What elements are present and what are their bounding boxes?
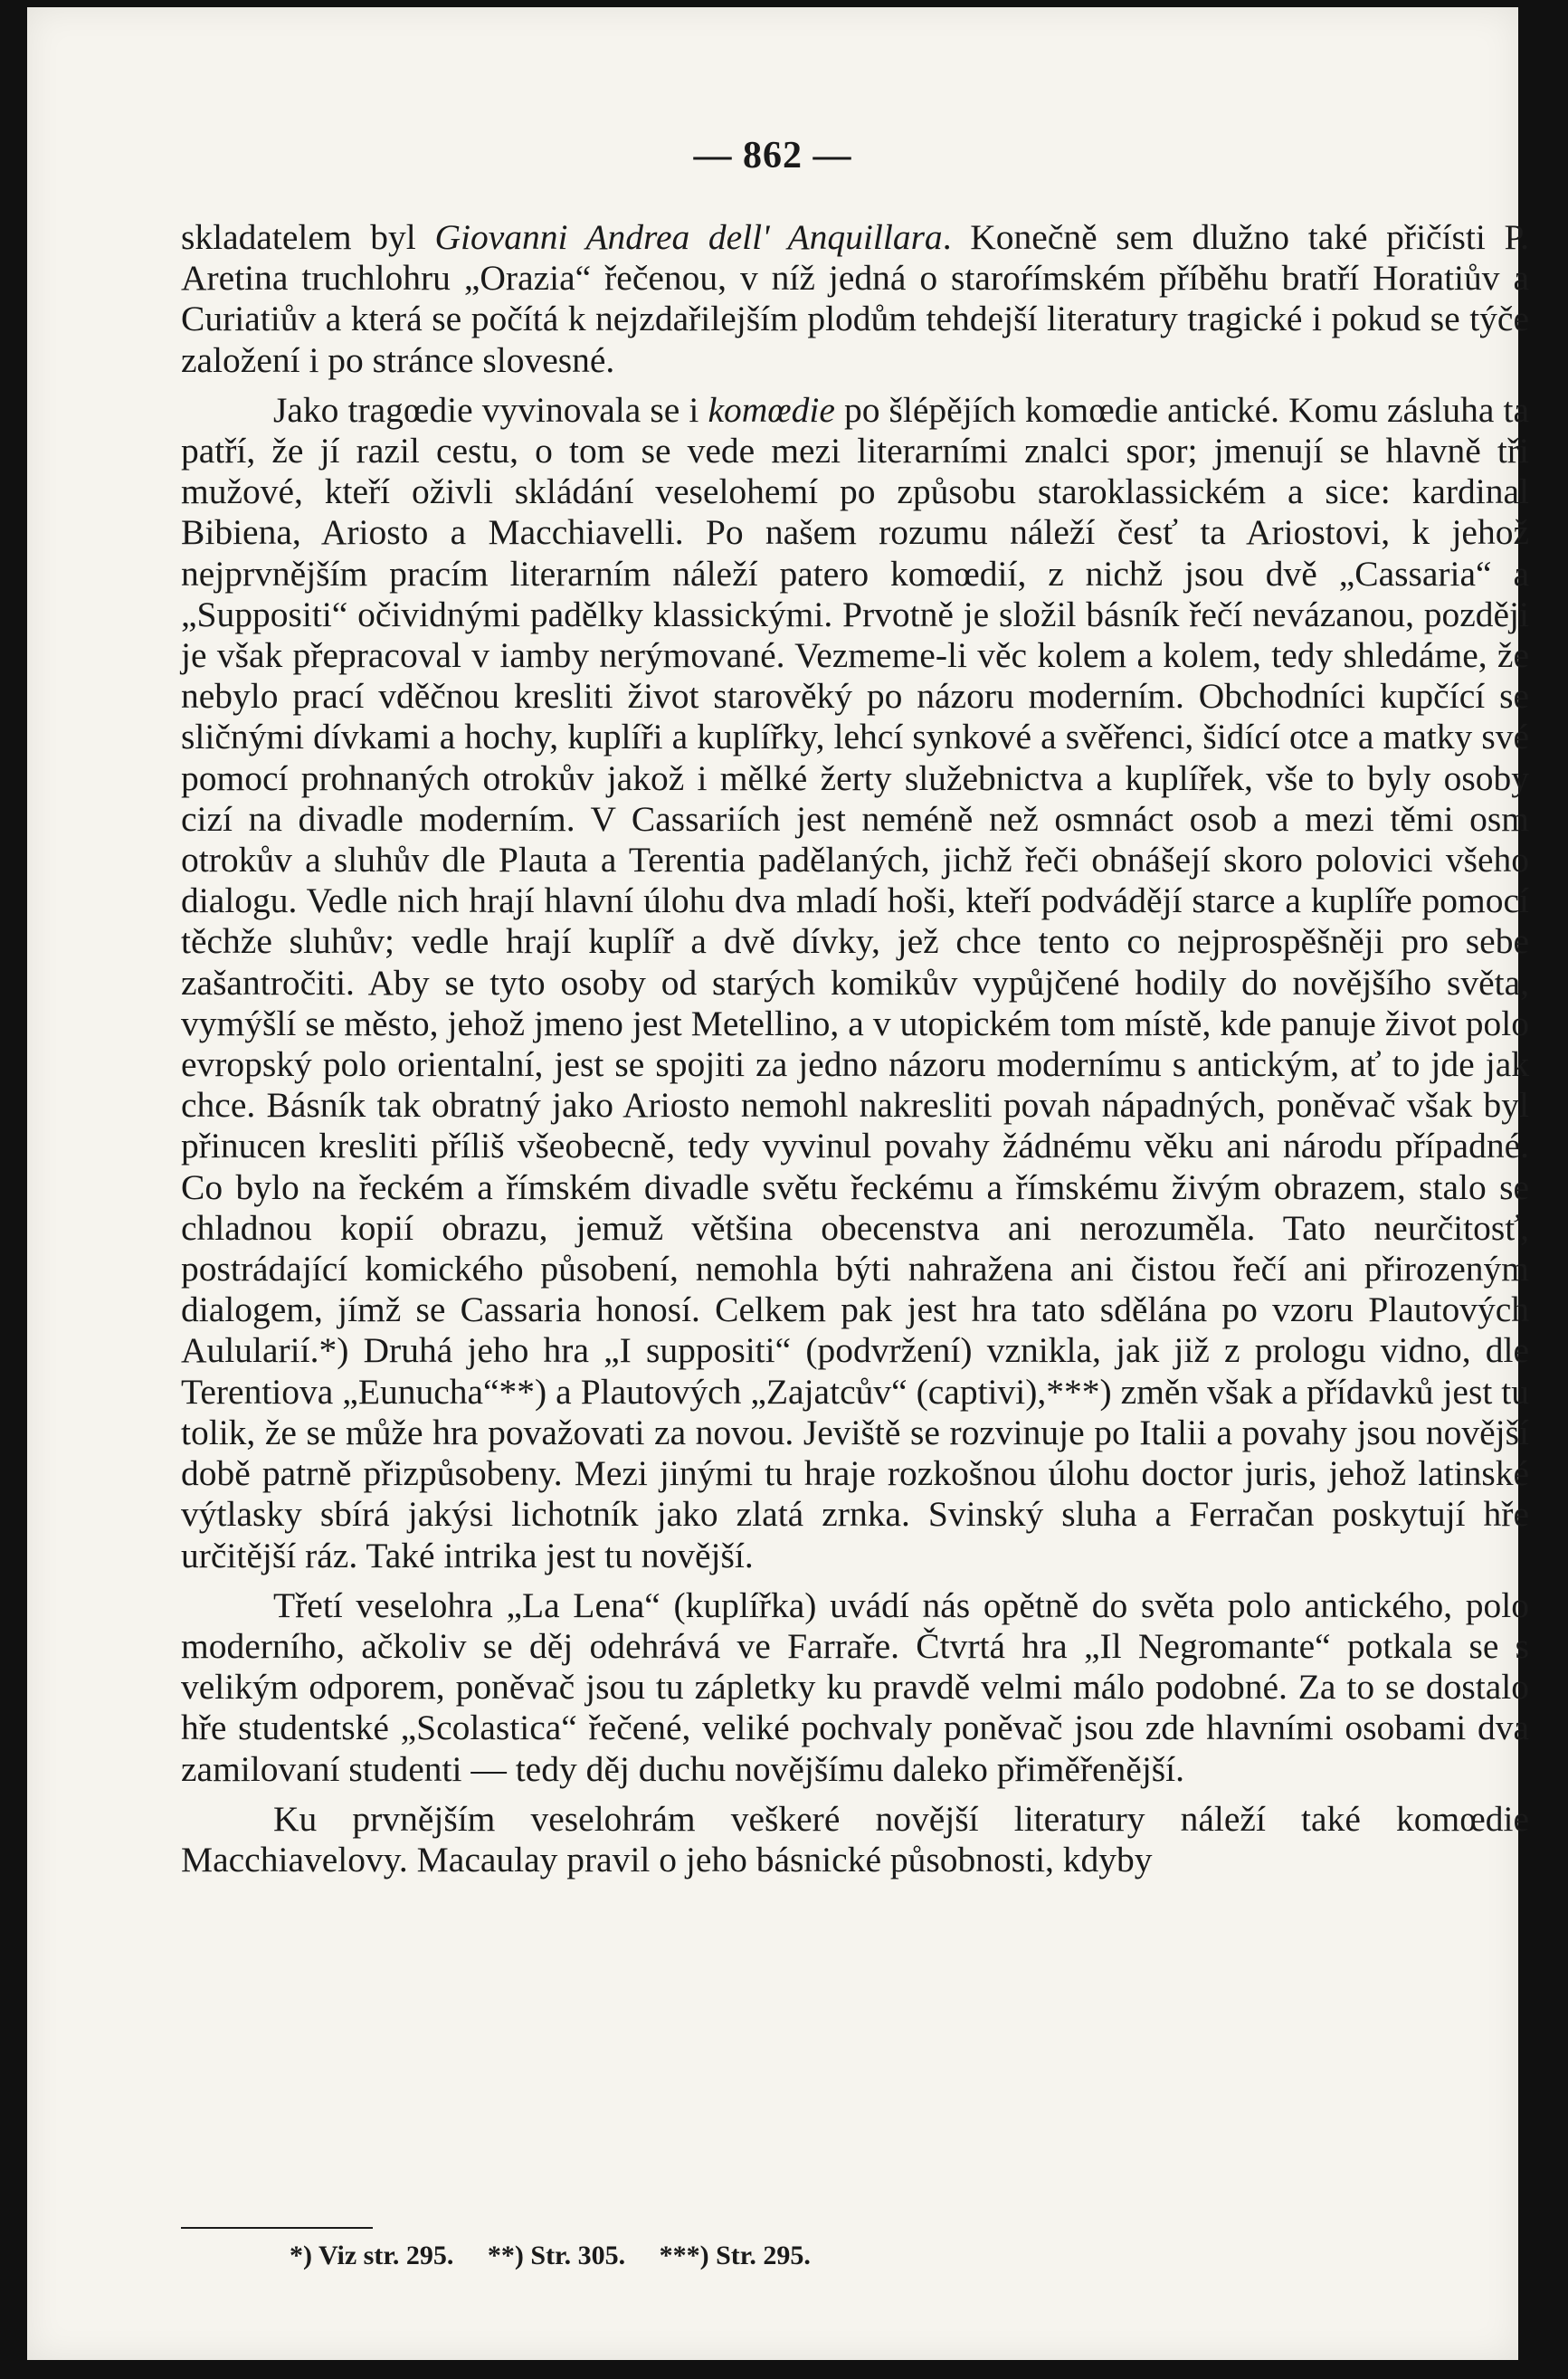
paragraph-2-run: po šlépějích komœdie antické. Komu zásluha ta patří, že jí razil cestu, o tom se vede mezi literarními znalci spor; jmenují se hlavně tři mužové, kteří oživli skládání veselohemí po způsobu staroklassickém a sice: kardinal Bibiena, Ariosto a Macchiavelli. Po našem rozumu náleží česť ta Ariostovi, k jehož nejprvnějším pracím literarním náleží patero komœdií, z nichž jsou dvě „Cassaria“ a „Suppositi“ očividnými padělky klassickými. Prvotně je složil básník řečí nevázanou, později je však přepracoval v iamby nerýmované. Vezmeme-li věc kolem a kolem, tedy shledáme, že nebylo prací vděčnou kresliti život starověký po názoru moderním. Obchodníci kupčící se sličnými dívkami a hochy, kuplíři a kuplířky, lehcí synkové a svěřenci, šidící otce a matky své pomocí prohnaných otrokův jakož i mělké žerty služebnictva a kuplířek, vše to byly osoby cizí na divadle moderním. V Cassariích jest neméně než osmnáct osob a mezi těmi osm otrokův a sluhův dle Plauta a Terentia padělaných, jichž řeči obnášejí skoro polovici všeho dialogu. Vedle nich hrají hlavní úlohu dva mladí hoši, kteří podvádějí starce a kuplíře pomocí těchže sluhův; vedle hrají kuplíř a dvě dívky, jež chce tento co nejprospěšněji pro sebe zašantročiti. Aby se tyto osoby od starých komikův vypůjčené hodily do novějšího světa, vymýšlí se město, jehož jmeno jest Metellino, a v utopickém tom místě, kde panuje život polo evropský polo orientalní, jest se spojiti za jedno názoru modernímu s antickým, ať to jde jak chce. Básník tak obratný jako Ariosto nemohl nakresliti povah nápadných, poněvač však byl přinucen kresliti příliš všeobecně, tedy vyvinul povahy žádnému věku ani národu případné. Co bylo na řeckém a římském divadle světu řeckému a římskému živým obrazem, stalo se chladnou kopií obrazu, jemuž většina obecenstva ani nerozuměla. Tato neurčitosť, postrádající komického působení, nemohla býti nahražena ani čistou řečí ani přirozeným dialogem, jímž se Cassaria honosí. Celkem pak jest hra tato sdělána po vzoru Plautových Aulularií.*) Druhá jeho hra „I suppositi“ (podvržení) vznikla, jak již z prologu vidno, dle Terentiova „Eunucha“**) a Plautových „Zajatcův“ (captivi),***) změn však a přídavků jest tu tolik, že se může hra považovati za novou. Jeviště se rozvinuje po Italii a povahy jsou novější době patrně přizpůsobeny. Mezi jinými tu hraje rozkošnou úlohu doctor juris, jehož latinské výtlasky sbírá jakýsi lichotník jako zlatá zrnka. Svinský sluha a Ferračan poskytují hře určitější ráz. Také intrika jest tu novější.: [181, 389, 1529, 1575]
footnote-2: **) Str. 305.: [487, 2241, 626, 2270]
paragraph-4: Ku prvnějším veselohrám veškeré novější literatury náleží také komœdie Macchiavelovy. Macaulay pravil o jeho básnické působnosti, kdyby: [181, 1798, 1529, 1879]
footnote-1: *) Viz str. 295.: [290, 2241, 454, 2270]
page-number: — 862 —: [693, 135, 852, 176]
book-page: [27, 7, 1529, 2360]
footnote-rule: [181, 2227, 373, 2229]
footnote-3: ***) Str. 295.: [659, 2241, 811, 2270]
paragraph-1: [181, 217, 1529, 381]
paragraph-1-run: Giovanni Andrea dell' Anquillara: [434, 217, 943, 257]
body-text: [181, 217, 1529, 1880]
paragraph-3: Třetí veselohra „La Lena“ (kuplířka) uvádí nás opětně do světa polo antického, polo moderního, ačkoliv se děj odehrává ve Farraře. Čtvrtá hra „Il Negromante“ potkala se s velikým odporem, poněvač jsou tu zápletky ku pravdě velmi málo podobné. Za to se dostalo hře studentské „Scolastica“ řečené, veliké pochvaly poněvač jsou zde hlavními osobami dva zamilovaní studenti — tedy děj duchu novějšímu daleko přiměřenější.: [181, 1584, 1529, 1789]
paragraph-2-run: Jako tragœdie vyvinovala se i: [273, 389, 708, 430]
paragraph-1-run: . Konečně sem dlužno také přičísti P. Aretina truchlohru „Orazia“ řečenou, v níž jedná o staroŕímském příběhu bratří Horatiův a Curiatiův a která se počítá k nejzdařilejším plodům tehdejší literatury tragické i pokud se týče založení i po stránce slovesné.: [181, 217, 1529, 380]
paragraph-2: [181, 390, 1529, 1576]
footnotes: [290, 2241, 811, 2271]
paragraph-1-run: skladatelem byl: [181, 217, 435, 257]
paragraph-2-run: komœdie: [708, 389, 835, 430]
